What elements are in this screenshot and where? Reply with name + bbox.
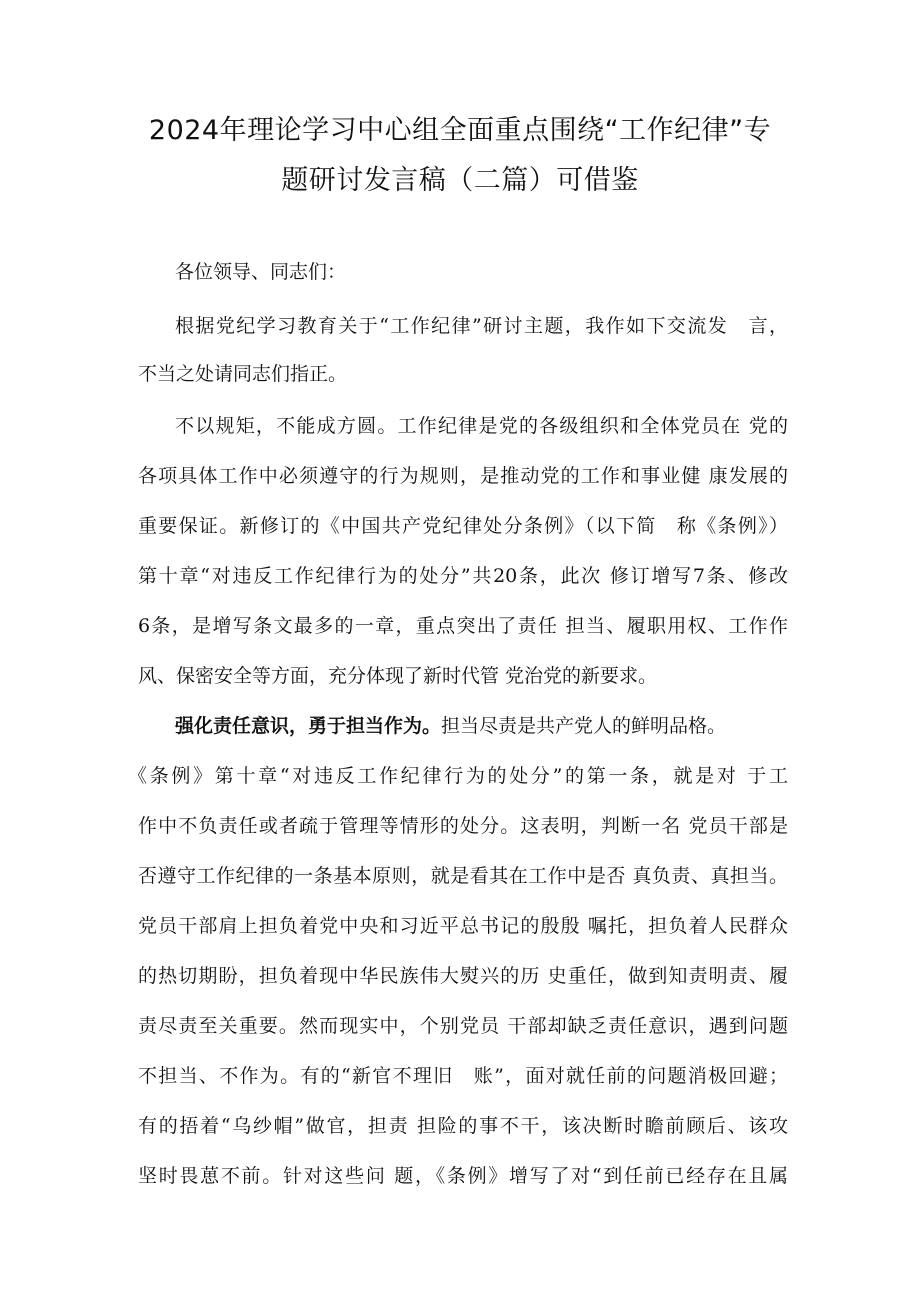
paragraph-2-line-5: 6条，是增写条文最多的一章，重点突出了责任 担当、履职用权、工作作: [138, 615, 788, 637]
paragraph-3-first-rest: 担当尽责是共产党人的鲜明品格。: [441, 715, 727, 737]
paragraph-1-line-1: 根据党纪学习教育关于“工作纪律”研讨主题，我作如下交流发 言，: [175, 315, 788, 337]
paragraph-1-line-2: 不当之处请同志们指正。: [138, 363, 348, 385]
paragraph-3-line-10: 坚时畏葸不前。针对这些问 题，《条例》增写了对“到任前已经存在且属: [138, 1165, 788, 1187]
paragraph-3-line-9: 有的捂着“乌纱帽”做官，担责 担险的事不干，该决断时瞻前顾后、该攻: [138, 1115, 788, 1137]
paragraph-3-line-7: 责尽责至关重要。然而现实中，个别党员 干部却缺乏责任意识，遇到问题: [138, 1015, 788, 1037]
paragraph-3-line-6: 的热切期盼，担负着现中华民族伟大熨兴的历 史重任，做到知责明责、履: [138, 965, 788, 987]
document-title-line-2: 题研讨发言稿（二篇）可借鉴: [281, 165, 639, 196]
paragraph-3-line-8: 不担当、不作为。有的“新官不理旧 账”，面对就任前的问题消极回避；: [138, 1065, 788, 1087]
paragraph-3-line-5: 党员干部肩上担负着党中央和习近平总书记的殷殷 嘱托，担负着人民群众: [138, 915, 788, 937]
greeting: 各位领导、同志们：: [175, 261, 347, 283]
paragraph-3-heading: 强化责任意识，勇于担当作为。: [175, 715, 442, 737]
paragraph-2-line-3: 重要保证。新修订的《中国共产党纪律处分条例》（以下简 称《条例》）: [138, 515, 788, 537]
document-title-line-1: 2024年理论学习中心组全面重点围绕“工作纪律”专: [148, 115, 772, 146]
paragraph-3-line-1: [175, 713, 788, 739]
paragraph-2-line-2: 各项具体工作中必须遵守的行为规则，是推动党的工作和事业健 康发展的: [138, 465, 788, 487]
paragraph-3-line-3: 作中不负责任或者疏于管理等情形的处分。这表明，判断一名 党员干部是: [138, 815, 788, 837]
paragraph-2-line-6: 风、保密安全等方面，充分体现了新时代管 党治党的新要求。: [138, 665, 658, 687]
paragraph-2-line-1: 不以规矩，不能成方圆。工作纪律是党的各级组织和全体党员在 党的: [175, 415, 788, 437]
paragraph-3-line-2: 《条例》第十章“对违反工作纪律行为的处分”的第一条，就是对 于工: [128, 765, 788, 787]
paragraph-2-line-4: 第十章“对违反工作纪律行为的处分”共20条，此次 修订增写7条、修改: [138, 565, 788, 587]
paragraph-3-line-4: 否遵守工作纪律的一条基本原则，就是看其在工作中是否 真负责、真担当。: [138, 865, 788, 887]
